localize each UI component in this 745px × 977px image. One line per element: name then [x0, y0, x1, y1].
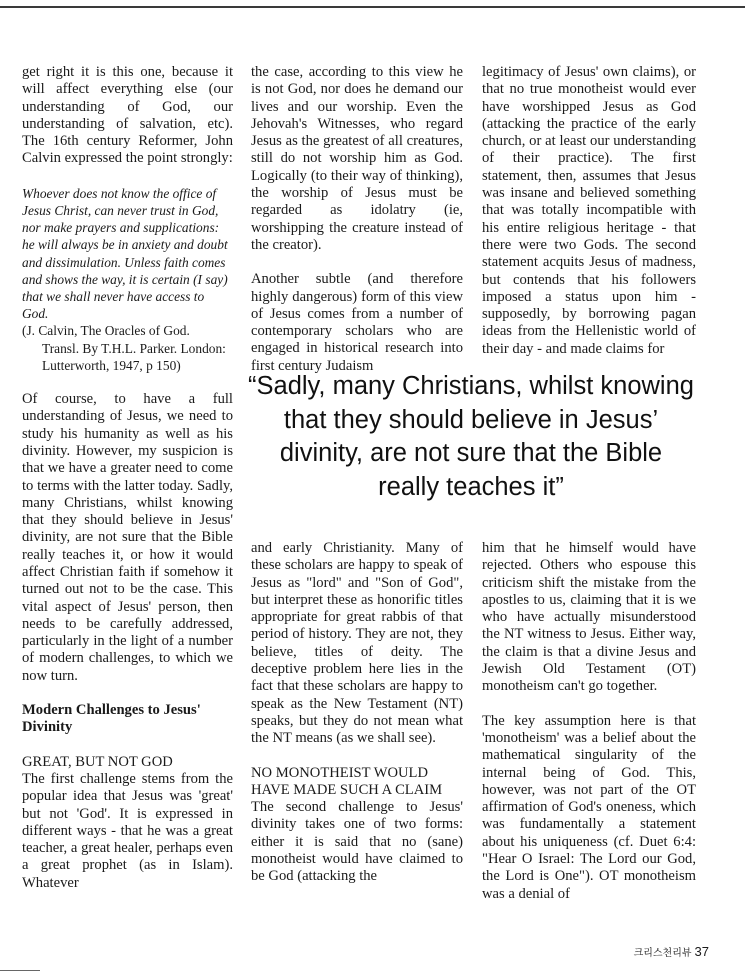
col2-para2: Another subtle (and therefore highly dangerous) form of this view of Jesus comes from a number of contemporary scholars who are engaged in historical research into first century Judaism — [251, 271, 463, 374]
column-2-top — [251, 64, 463, 375]
bottom-rule — [0, 970, 40, 971]
col1-para2: Of course, to have a full understanding of Jesus, we need to study his humanity as well as his divinity. However, my suspicion is that we have a greater need to come to terms with the latter today. Sadly, many Christians, whilst knowing that they should believe in Jesus' divinity, are not sure that the Bible really teaches it, or how it would affect Christian faith if somehow it turned out not to be the case. This vital aspect of Jesus' person, then needs to be carefully addressed, particularly in the light of a number of modern challenges, to which we now turn. — [22, 391, 233, 684]
calvin-quote-citation — [22, 322, 233, 374]
top-rule — [0, 6, 745, 8]
calvin-quote: Whoever does not know the office of Jesus Christ, can never trust in God, nor make prayers and supplications: he will always be in anxiety and doubt and dissimulation. Unless faith comes and shows the way, it is certain (I say) that we shall never have access to God. — [22, 185, 228, 322]
column-1 — [22, 64, 233, 892]
page-footer — [634, 944, 709, 959]
col2-para4: The second challenge to Jesus' divinity takes one of two forms: either it is said that no (sane) monotheist would have claimed to be God (attacking the — [251, 799, 463, 885]
column-3-top — [482, 64, 696, 358]
col3-para1: legitimacy of Jesus' own claims), or that no true monotheist would ever have worshipped Jesus as God (attacking the practice of the early church, or at least our understanding of their practice). The first statement, then, assumes that Jesus was insane and believed something that was totally incompatible with his entire religious heritage - that there were two Gods. The second statement acquits Jesus of madness, but contends that his followers imposed a status upon him - supposedly, by borrowing pagan ideas from the Hellenistic world of their day - and made claims for — [482, 64, 696, 357]
col1-para3: The first challenge stems from the popular idea that Jesus was 'great' but not 'God'. It is expressed in different ways - that he was a great teacher, a great healer, perhaps even a great prophet (as in Islam). Whatever — [22, 770, 233, 891]
col2-para3: and early Christianity. Many of these scholars are happy to speak of Jesus as "lord" and "Son of God", but interpret these as honorific titles appropriate for great rabbis of that period of history. They are not, they believe, titles of deity. The deceptive problem here lies in the fact that these scholars are happy to speak as the New Testament (NT) speaks, but they do not mean what the NT means (as we shall see). — [251, 540, 463, 747]
citation-line2: Transl. By T.H.L. Parker. London: Lutterworth, 1947, p 150) — [42, 340, 226, 373]
subheading-no-monotheist: NO MONOTHEIST WOULD HAVE MADE SUCH A CLAIM — [251, 764, 443, 798]
page-number: 37 — [694, 944, 709, 959]
subheading-great-but-not-god: GREAT, BUT NOT GOD — [22, 753, 173, 770]
pull-quote: “Sadly, many Christians, whilst knowing that they should believe in Jesus’ divinity, are not sure that the Bible really teaches it” — [248, 372, 694, 501]
col3-para2: him that he himself would have rejected. Others who espouse this criticism shift the mistake from the apostles to us, claiming that it is we who have actually misunderstood the NT witness to Jesus. Either way, the claim is that a divine Jesus and Jewish Old Testament (OT) monotheism can't go together. — [482, 540, 696, 695]
col1-para1: get right it is this one, because it will affect everything else (our understanding of God, our understanding of salvation, etc). The 16th century Reformer, John Calvin expressed the point strongly: — [22, 64, 233, 167]
column-2-bottom — [251, 540, 463, 886]
col3-para3: The key assumption here is that 'monotheism' was a belief about the mathematical singularity of the internal being of God. This, however, was not part of the OT affirmation of God's oneness, which was fundamentally a statement about his uniqueness (cf. Duet 6:4: "Hear O Israel: The Lord our God, the Lord is One"). OT monotheism was a denial of — [482, 712, 696, 902]
citation-line1: (J. Calvin, The Oracles of God. — [22, 323, 190, 339]
magazine-brand: 크리스천리뷰 — [633, 948, 692, 959]
section-heading: Modern Challenges to Jesus' Divinity — [22, 702, 201, 736]
column-3-bottom — [482, 540, 696, 903]
col2-para1: the case, according to this view he is not God, nor does he demand our lives and our worship. Even the Jehovah's Witnesses, who regard Jesus as the greatest of all creatures, still do not worship him as God. Logically (to their way of thinking), the worship of Jesus must be regarded as idolatry (ie, worshipping the creature instead of the creator). — [251, 64, 463, 253]
